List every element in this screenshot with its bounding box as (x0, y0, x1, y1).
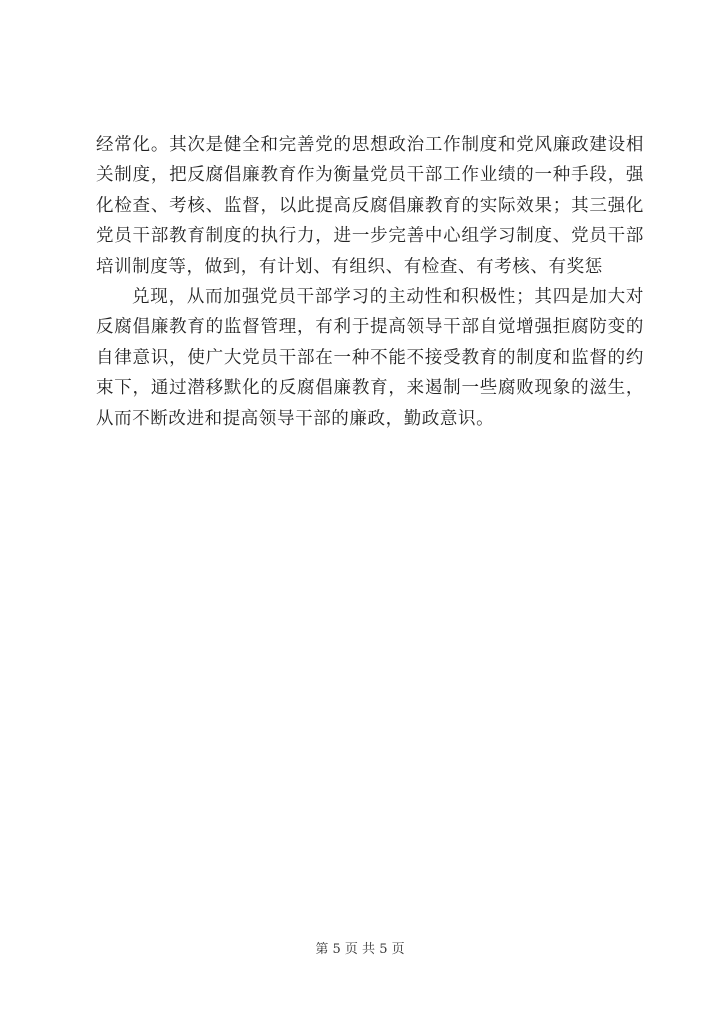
document-body (96, 130, 644, 434)
page-footer: 第 5 页 共 5 页 (315, 942, 405, 957)
paragraph-2: 兑现，从而加强党员干部学习的主动性和积极性；其四是加大对反腐倡廉教育的监督管理，有利于提高领导干部自觉增强拒腐防变的自律意识，使广大党员干部在一种不能不接受教育的制度和监督的约束下，通过潜移默化的反腐倡廉教育，来遏制一些腐败现象的滋生，从而不断改进和提高领导干部的廉政，勤政意识。 (96, 287, 644, 429)
paragraph-1: 经常化。其次是健全和完善党的思想政治工作制度和党风廉政建设相关制度，把反腐倡廉教育作为衡量党员干部工作业绩的一种手段，强化检查、考核、监督，以此提高反腐倡廉教育的实际效果；其三强化党员干部教育制度的执行力，进一步完善中心组学习制度、党员干部培训制度等，做到，有计划、有组织、有检查、有考核、有奖惩 (96, 135, 644, 277)
